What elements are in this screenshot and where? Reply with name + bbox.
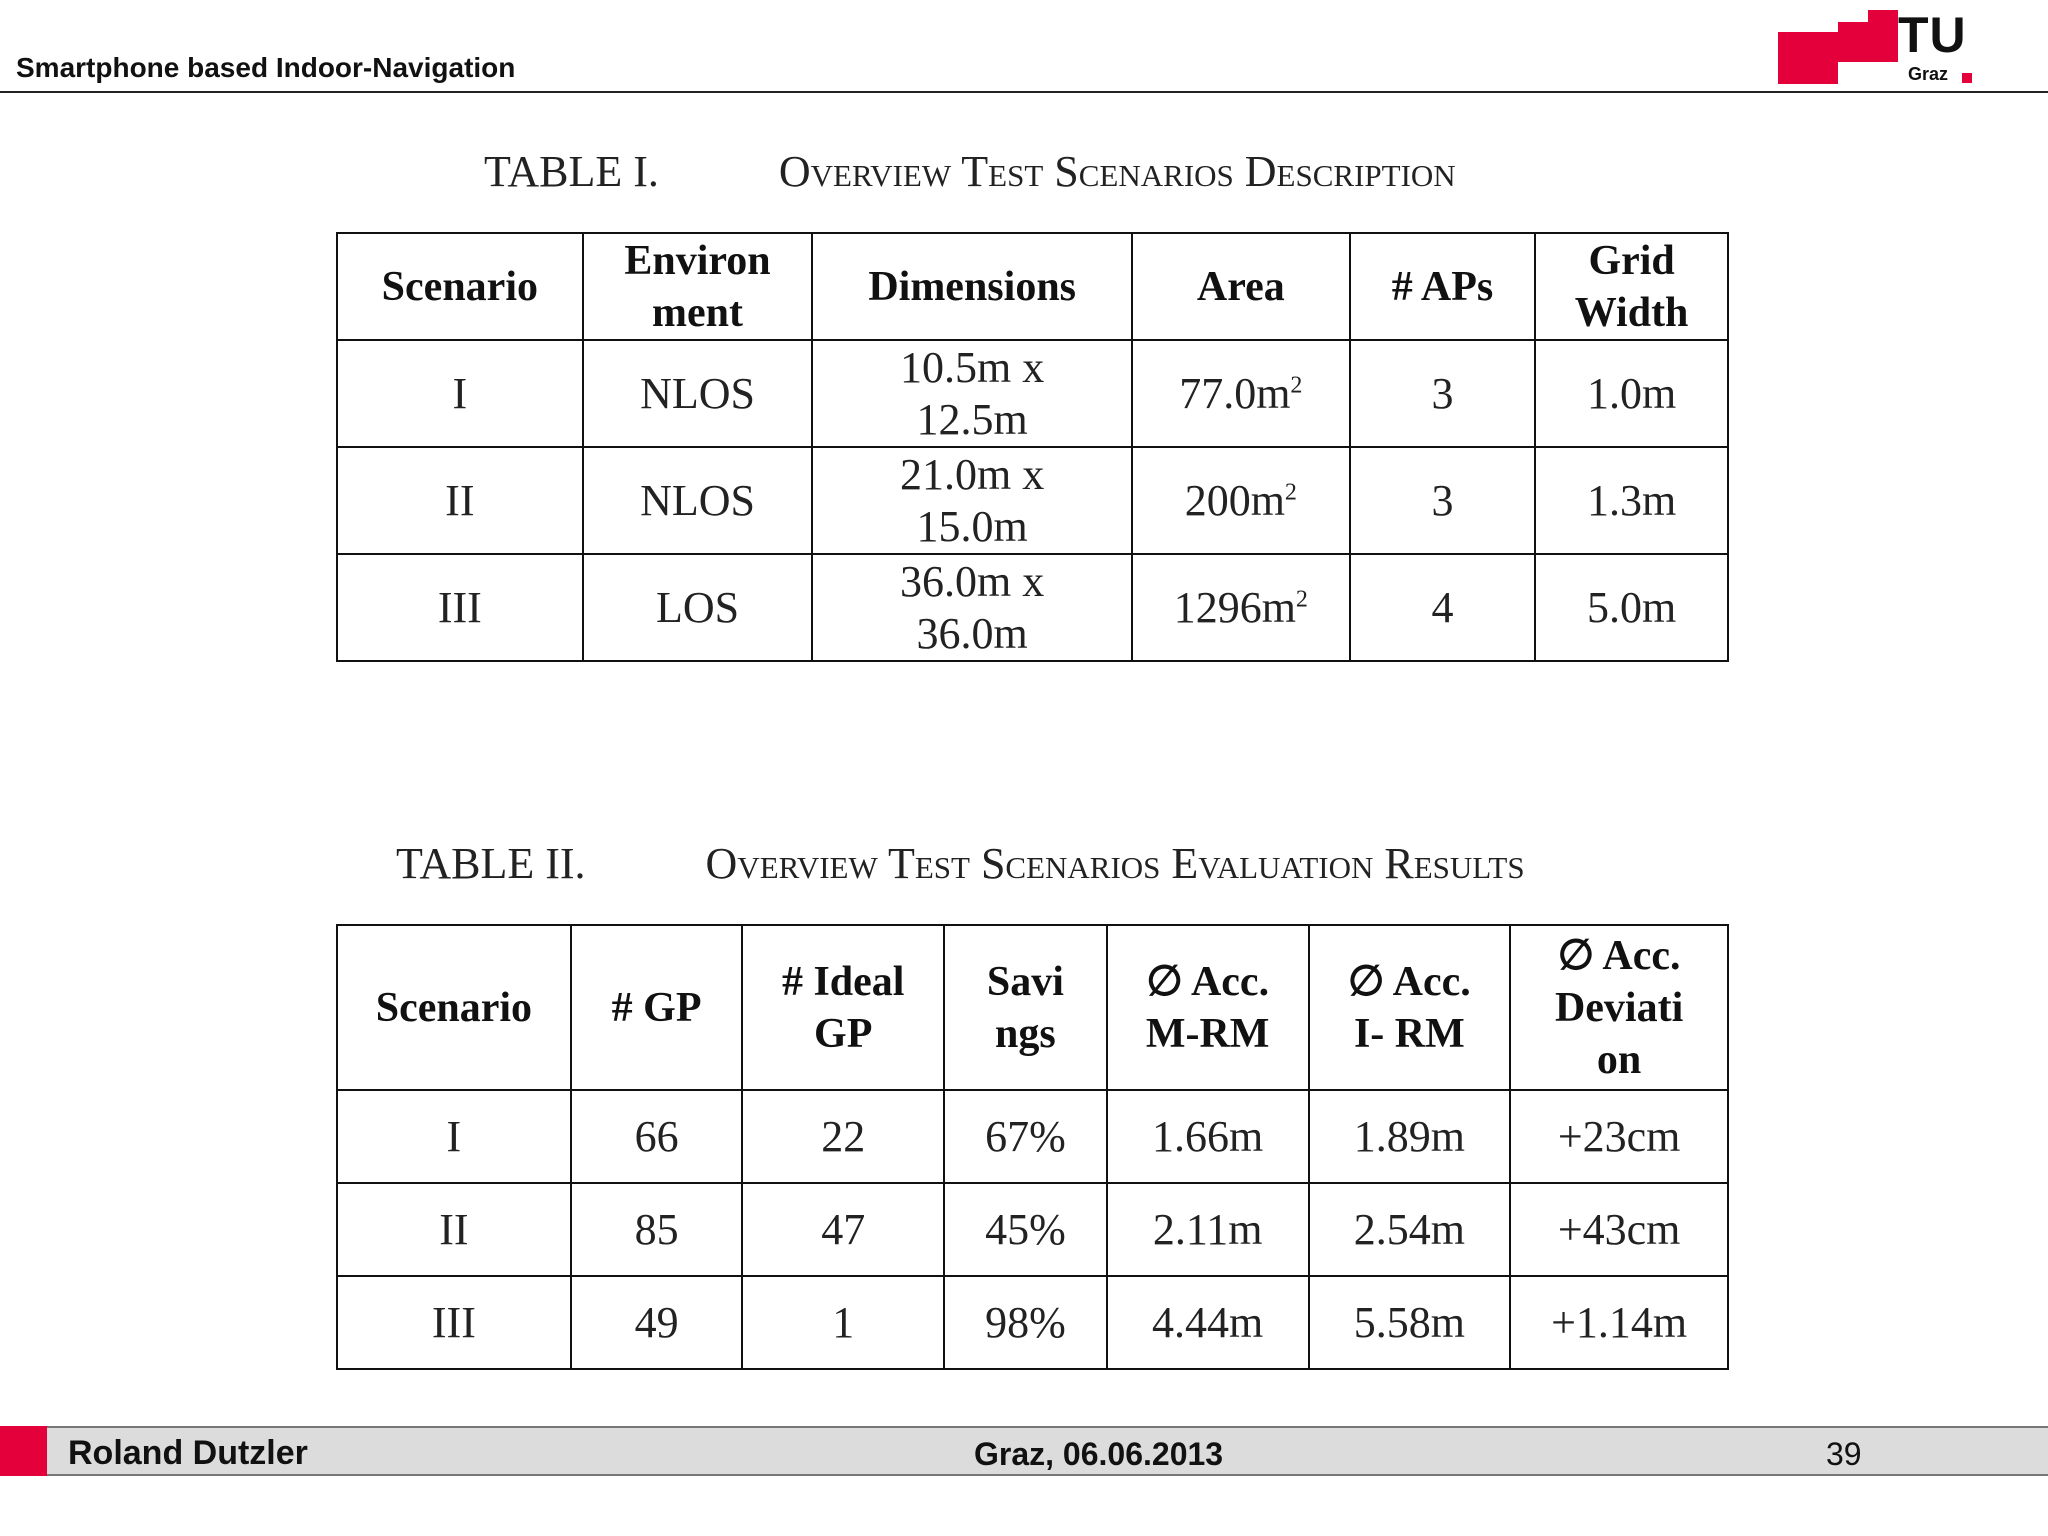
header-line: Savi bbox=[986, 958, 1064, 1005]
cell-dimensions bbox=[812, 447, 1132, 554]
header-line: on bbox=[1596, 1036, 1642, 1083]
cell-scenario: I bbox=[337, 1090, 571, 1183]
cell-aps: 4 bbox=[1350, 554, 1536, 661]
cell-environment: NLOS bbox=[583, 447, 813, 554]
table2-caption-title: Overview Test Scenarios Evaluation Results bbox=[705, 839, 1525, 888]
header-line: Grid bbox=[1588, 237, 1675, 284]
logo-dot bbox=[1962, 73, 1972, 83]
area-exponent: 2 bbox=[1290, 371, 1303, 398]
table-evaluation-results bbox=[336, 924, 1729, 1370]
cell-acc-irm: 2.54m bbox=[1309, 1183, 1511, 1276]
col-header-gp: # GP bbox=[571, 925, 743, 1090]
cell-acc-mrm: 2.11m bbox=[1107, 1183, 1309, 1276]
page-number: 39 bbox=[1826, 1436, 1862, 1472]
header-line: ∅ Acc. bbox=[1557, 932, 1681, 979]
col-header-area: Area bbox=[1132, 233, 1350, 340]
header-divider bbox=[0, 91, 2048, 93]
cell-line: 10.5m x bbox=[900, 342, 1045, 392]
cell-line: 15.0m bbox=[916, 501, 1028, 551]
header-line: GP bbox=[814, 1010, 873, 1057]
table-row bbox=[337, 340, 1728, 447]
cell-scenario: I bbox=[337, 340, 583, 447]
table-header-row bbox=[337, 925, 1728, 1090]
area-exponent: 2 bbox=[1295, 585, 1308, 612]
table-row bbox=[337, 1183, 1728, 1276]
cell-scenario: II bbox=[337, 447, 583, 554]
col-header-aps: # APs bbox=[1350, 233, 1536, 340]
cell-dimensions bbox=[812, 554, 1132, 661]
col-header-ideal-gp bbox=[742, 925, 944, 1090]
cell-savings: 45% bbox=[944, 1183, 1107, 1276]
cell-ideal-gp: 1 bbox=[742, 1276, 944, 1369]
col-header-grid-width bbox=[1535, 233, 1728, 340]
col-header-scenario: Scenario bbox=[337, 925, 571, 1090]
table1-caption bbox=[484, 146, 1456, 197]
logo-block bbox=[1838, 22, 1868, 62]
table-scenarios-description bbox=[336, 232, 1729, 662]
logo-text: TU bbox=[1898, 7, 1967, 63]
cell-area bbox=[1132, 447, 1350, 554]
header-line: M-RM bbox=[1145, 1010, 1270, 1057]
area-value: 200m bbox=[1184, 475, 1285, 525]
cell-grid-width: 5.0m bbox=[1535, 554, 1728, 661]
col-header-dimensions: Dimensions bbox=[812, 233, 1132, 340]
table2-caption-label: TABLE II. bbox=[396, 839, 586, 888]
cell-acc-irm: 1.89m bbox=[1309, 1090, 1511, 1183]
tu-graz-logo bbox=[1778, 7, 1978, 86]
area-value: 77.0m bbox=[1179, 368, 1291, 418]
cell-acc-mrm: 4.44m bbox=[1107, 1276, 1309, 1369]
logo-block bbox=[1808, 32, 1838, 84]
header-line: # Ideal bbox=[781, 958, 905, 1005]
cell-scenario: II bbox=[337, 1183, 571, 1276]
footer-author: Roland Dutzler bbox=[68, 1434, 308, 1472]
footer-accent bbox=[0, 1426, 47, 1476]
cell-acc-deviation: +1.14m bbox=[1510, 1276, 1728, 1369]
header-line: ment bbox=[652, 289, 744, 336]
table1-caption-title: Overview Test Scenarios Description bbox=[778, 147, 1456, 196]
cell-acc-irm: 5.58m bbox=[1309, 1276, 1511, 1369]
cell-savings: 67% bbox=[944, 1090, 1107, 1183]
table-row bbox=[337, 1276, 1728, 1369]
area-exponent: 2 bbox=[1284, 478, 1297, 505]
footer-place-date: Graz, 06.06.2013 bbox=[974, 1436, 1224, 1472]
cell-grid-width: 1.3m bbox=[1535, 447, 1728, 554]
cell-line: 36.0m bbox=[916, 608, 1028, 658]
col-header-environment bbox=[583, 233, 813, 340]
col-header-acc-mrm bbox=[1107, 925, 1309, 1090]
cell-aps: 3 bbox=[1350, 340, 1536, 447]
cell-area bbox=[1132, 340, 1350, 447]
cell-dimensions bbox=[812, 340, 1132, 447]
cell-line: 21.0m x bbox=[900, 449, 1045, 499]
logo-subtext: Graz bbox=[1908, 64, 1949, 84]
col-header-acc-deviation bbox=[1510, 925, 1728, 1090]
cell-line: 12.5m bbox=[916, 394, 1028, 444]
col-header-savings bbox=[944, 925, 1107, 1090]
cell-grid-width: 1.0m bbox=[1535, 340, 1728, 447]
cell-savings: 98% bbox=[944, 1276, 1107, 1369]
cell-acc-mrm: 1.66m bbox=[1107, 1090, 1309, 1183]
logo-block bbox=[1778, 62, 1808, 84]
cell-ideal-gp: 47 bbox=[742, 1183, 944, 1276]
table2-caption bbox=[396, 838, 1525, 889]
table-row bbox=[337, 554, 1728, 661]
table-header-row bbox=[337, 233, 1728, 340]
logo-block bbox=[1778, 32, 1808, 62]
cell-area bbox=[1132, 554, 1350, 661]
cell-line: 36.0m x bbox=[900, 556, 1045, 606]
cell-aps: 3 bbox=[1350, 447, 1536, 554]
header-line: I- RM bbox=[1353, 1010, 1465, 1057]
header-line: Environ bbox=[624, 237, 771, 284]
col-header-acc-irm bbox=[1309, 925, 1511, 1090]
table-row bbox=[337, 447, 1728, 554]
cell-acc-deviation: +43cm bbox=[1510, 1183, 1728, 1276]
cell-gp: 66 bbox=[571, 1090, 743, 1183]
cell-gp: 49 bbox=[571, 1276, 743, 1369]
area-value: 1296m bbox=[1173, 582, 1296, 632]
header-line: ∅ Acc. bbox=[1347, 958, 1471, 1005]
cell-gp: 85 bbox=[571, 1183, 743, 1276]
table1-caption-label: TABLE I. bbox=[484, 147, 659, 196]
cell-ideal-gp: 22 bbox=[742, 1090, 944, 1183]
header-title: Smartphone based Indoor-Navigation bbox=[16, 52, 516, 83]
header-line: Deviati bbox=[1554, 984, 1684, 1031]
cell-scenario: III bbox=[337, 554, 583, 661]
header-line: ngs bbox=[995, 1010, 1056, 1057]
cell-environment: LOS bbox=[583, 554, 813, 661]
table-row bbox=[337, 1090, 1728, 1183]
col-header-scenario: Scenario bbox=[337, 233, 583, 340]
cell-environment: NLOS bbox=[583, 340, 813, 447]
cell-acc-deviation: +23cm bbox=[1510, 1090, 1728, 1183]
logo-block bbox=[1868, 10, 1898, 62]
header-line: ∅ Acc. bbox=[1146, 958, 1270, 1005]
cell-scenario: III bbox=[337, 1276, 571, 1369]
header-line: Width bbox=[1574, 289, 1689, 336]
